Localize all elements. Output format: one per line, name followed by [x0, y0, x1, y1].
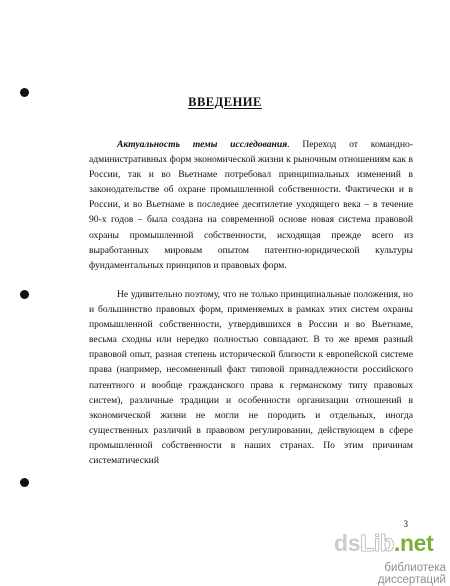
dslib-watermark[interactable]: [316, 530, 446, 586]
paragraph-2: [89, 287, 413, 468]
page-number: 3: [403, 519, 408, 529]
dslib-logo: dsLib.net: [334, 530, 434, 556]
binder-hole-mark: [20, 478, 29, 487]
paragraph-body: . Переход от командно-административных форм экономической жизни к рыночным отношениям как в России, так и во Вьетнаме потребовал принципиальных изменений в законодательстве об охране промышленной собственности. Фактически и в России, и во Вьетнаме в последнее десятилетие уходящего века – в течение 90-х годов – была создана на современной основе новая система правовой охраны промышленной собственности, исходящая прежде всего из выработанных мировым опытом патентно-юридической культуры фундаментальных принципов и правовых форм.: [89, 139, 413, 271]
page-title: ВВЕДЕНИЕ: [188, 95, 262, 109]
binder-hole-mark: [20, 290, 29, 299]
paragraph-1: [89, 137, 413, 273]
watermark-subtitle: библиотека диссертаций: [377, 562, 446, 586]
paragraph-body: Не удивительно поэтому, что не только принципиальные положения, но и большинство правовых форм, применяемых в рамках этих систем охраны промышленной собственности, утвердившихся в России и во Вьетнаме, весьма сходны или нередко полностью совпадают. В то же время разный правовой опыт, разная степень исторической близости к европейской системе права (например, несомненный факт типовой принадлежности российского патентного и вообще гражданского права к германскому типу правовых систем), различные традиции и особенности организации отношений в экономической жизни не могли не породить и отдельных, иногда существенных различий в правовом регулировании, действующем в сфере промышленной собственности в наших странах. По этим причинам систематический: [89, 289, 413, 467]
paragraph-lead: Актуальность темы исследования: [117, 139, 288, 150]
